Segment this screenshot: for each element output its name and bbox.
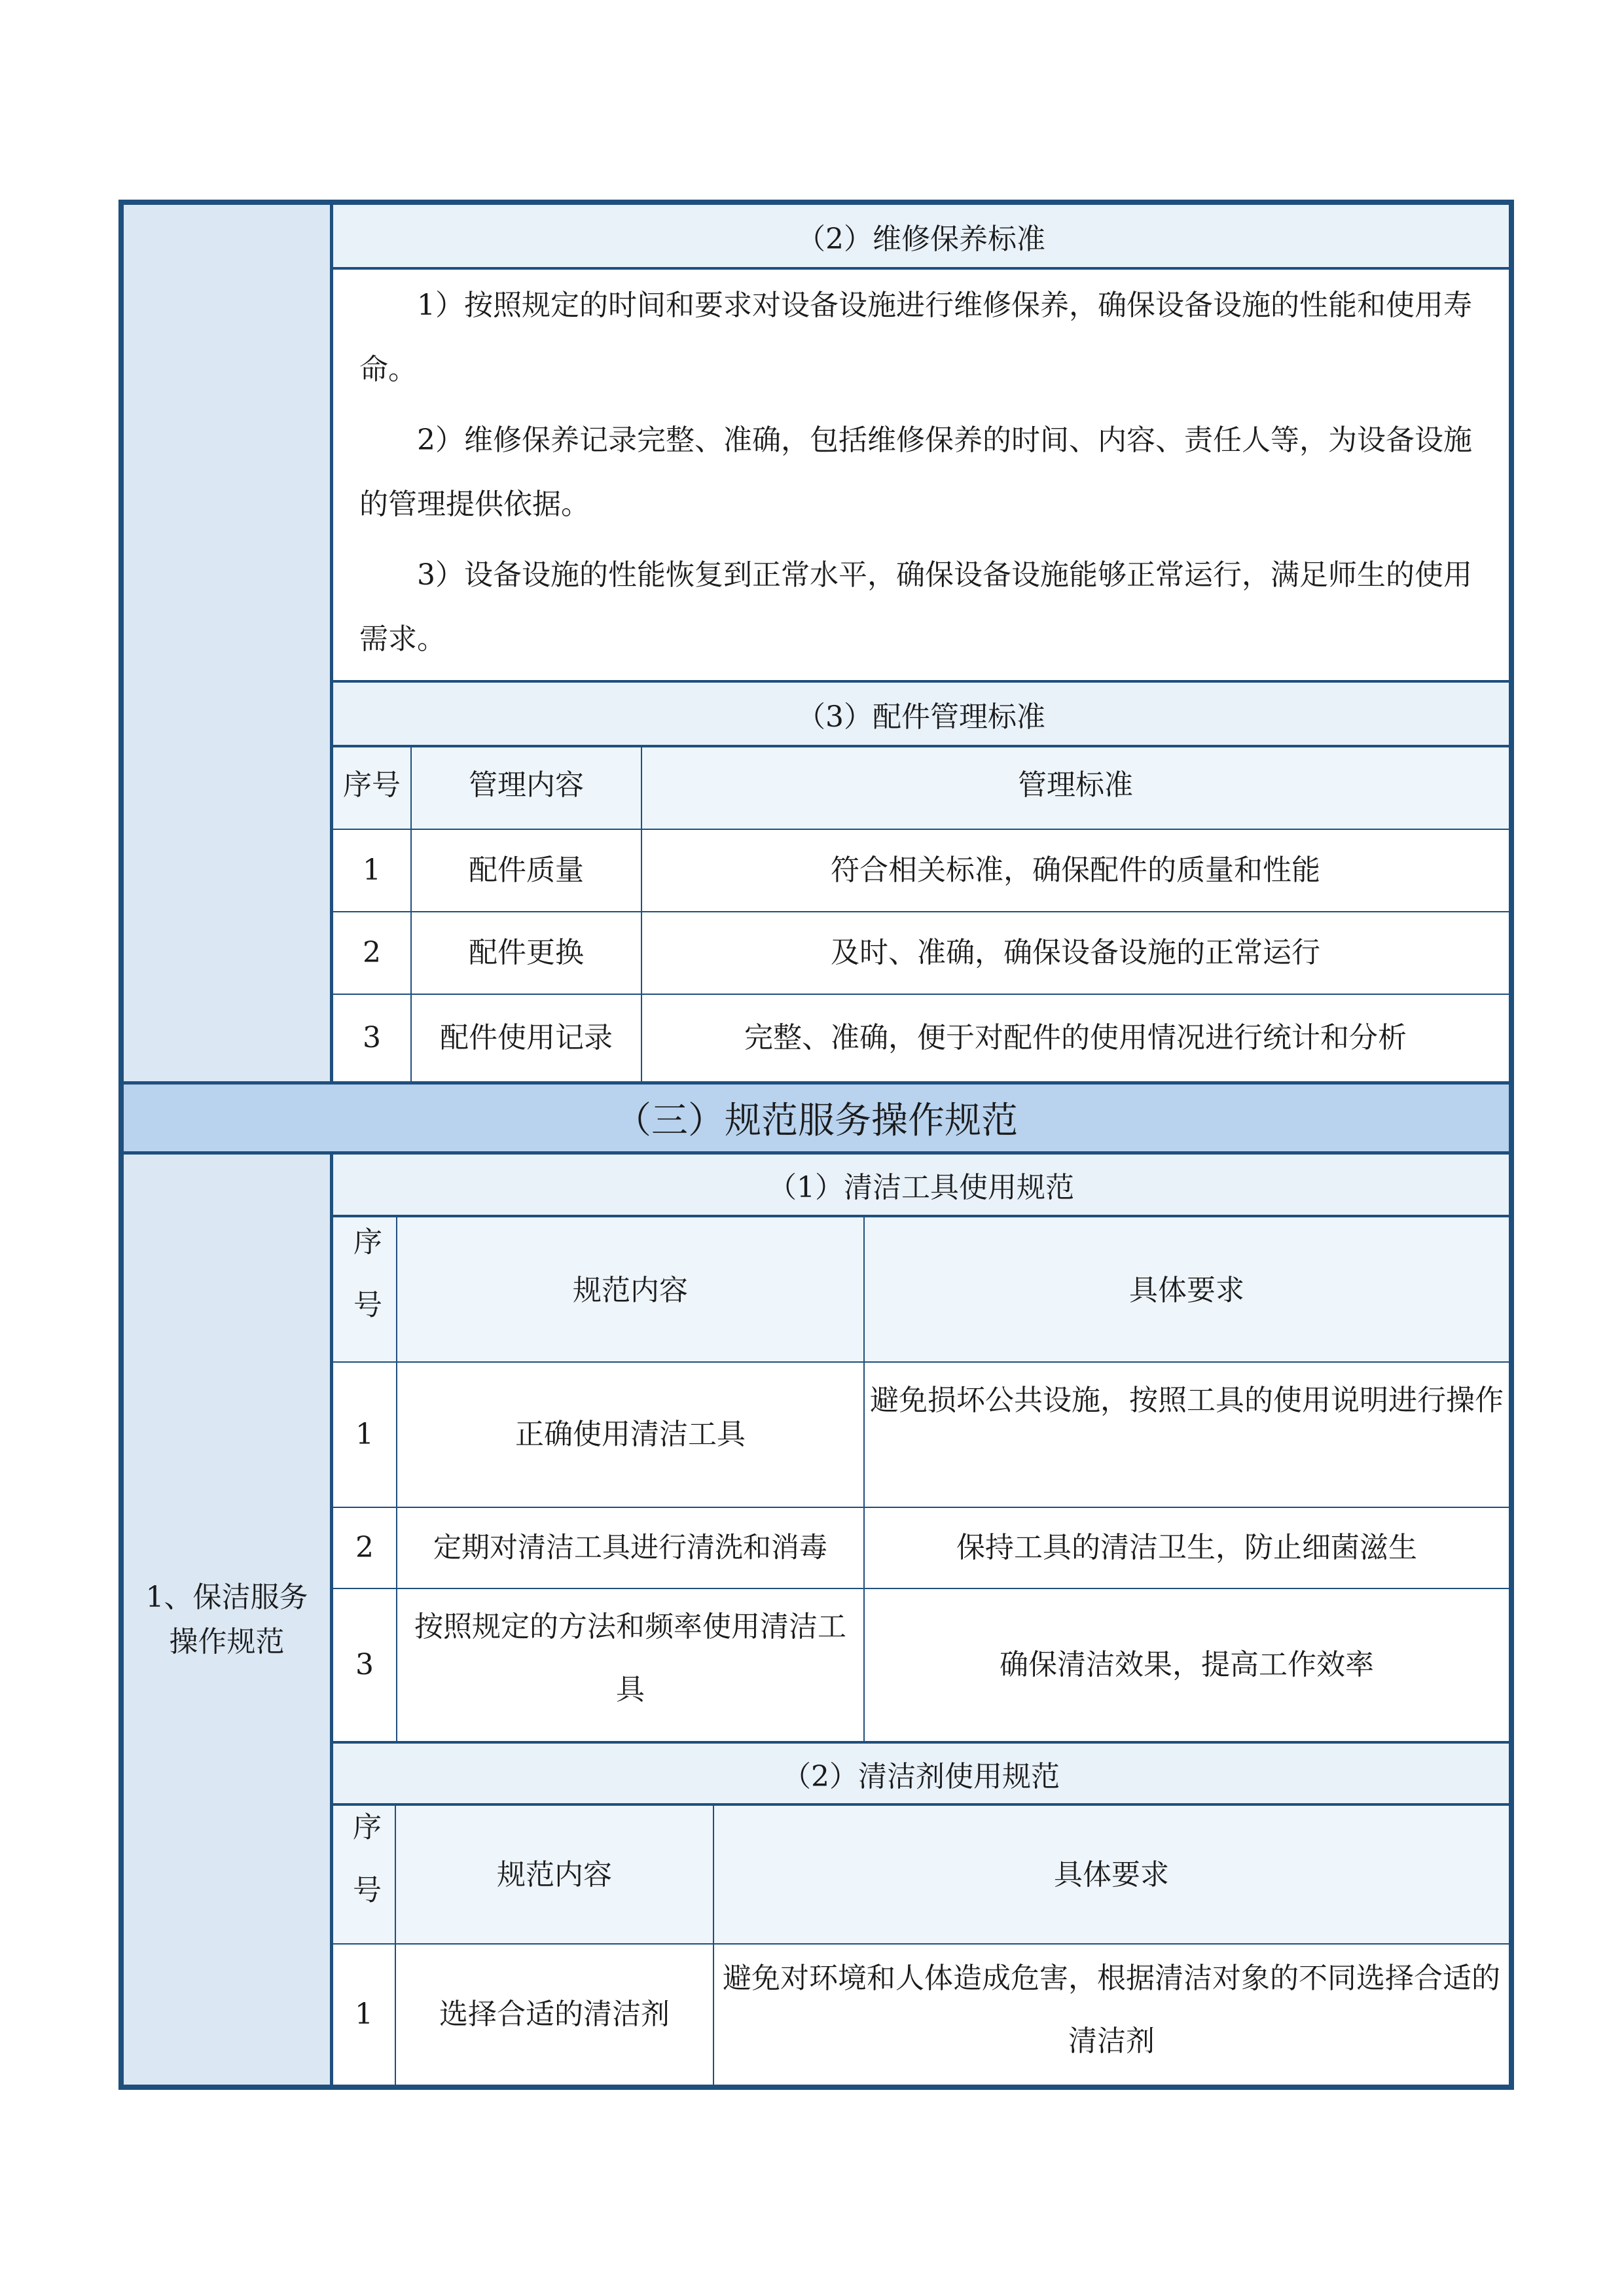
parts-row-3-index: 3	[333, 995, 412, 1081]
tools-row-3-content: 按照规定的方法和频率使用清洁工具	[397, 1589, 865, 1741]
parts-header-standard: 管理标准	[642, 747, 1509, 830]
tools-row-1-index: 1	[333, 1363, 397, 1508]
parts-header-content: 管理内容	[412, 747, 642, 830]
maintenance-paragraphs	[333, 270, 1509, 683]
maintenance-paragraph-1: 1）按照规定的时间和要求对设备设施进行维修保养，确保设备设施的性能和使用寿命。	[359, 289, 1472, 386]
detergent-row-1-requirement: 避免对环境和人体造成危害，根据清洁对象的不同选择合适的清洁剂	[723, 1962, 1500, 2058]
detergent-row-1-content: 选择合适的清洁剂	[396, 1945, 714, 2085]
detergent-table	[333, 1806, 1509, 2085]
parts-row-2-standard: 及时、准确，确保设备设施的正常运行	[642, 912, 1509, 995]
tools-header-content: 规范内容	[397, 1217, 865, 1363]
detergent-header-requirement: 具体要求	[714, 1806, 1509, 1945]
parts-row-2-index: 2	[333, 912, 412, 995]
parts-header-index: 序号	[333, 747, 412, 830]
detergent-header-content: 规范内容	[396, 1806, 714, 1945]
maintenance-paragraph-3: 3）设备设施的性能恢复到正常水平，确保设备设施能够正常运行，满足师生的使用需求。	[359, 558, 1472, 656]
left-column-cell-top	[124, 205, 333, 1081]
document-table-frame	[118, 200, 1514, 2090]
maintenance-paragraph-2: 2）维修保养记录完整、准确，包括维修保养的时间、内容、责任人等，为设备设施的管理提供依据。	[359, 423, 1472, 521]
parts-management-table	[333, 747, 1509, 1081]
tools-header-requirement: 具体要求	[865, 1217, 1509, 1363]
section-header-maintenance-standard: （2）维修保养标准	[333, 205, 1509, 270]
tools-row-1-requirement: 避免损坏公共设施，按照工具的使用说明进行操作	[865, 1363, 1509, 1508]
parts-row-2-content: 配件更换	[412, 912, 642, 995]
cleaning-tools-table	[333, 1217, 1509, 1741]
section-header-parts-management: （3）配件管理标准	[333, 683, 1509, 747]
section-band-service-norms: （三）规范服务操作规范	[124, 1081, 1509, 1155]
tools-row-2-index: 2	[333, 1508, 397, 1589]
tools-header-index	[333, 1217, 397, 1363]
tools-row-2-requirement: 保持工具的清洁卫生，防止细菌滋生	[865, 1508, 1509, 1589]
detergent-row-1-index: 1	[333, 1945, 396, 2085]
detergent-header-index	[333, 1806, 396, 1945]
parts-row-1-standard: 符合相关标准，确保配件的质量和性能	[642, 830, 1509, 912]
left-label-cleaning-service: 1、保洁服务操作规范	[124, 1155, 333, 2085]
parts-row-1-index: 1	[333, 830, 412, 912]
tools-row-1-content: 正确使用清洁工具	[397, 1363, 865, 1508]
parts-row-3-standard: 完整、准确，便于对配件的使用情况进行统计和分析	[744, 1021, 1407, 1054]
parts-row-1-content: 配件质量	[412, 830, 642, 912]
parts-row-3-content: 配件使用记录	[412, 995, 642, 1081]
tools-row-3-requirement: 确保清洁效果，提高工作效率	[1000, 1648, 1374, 1681]
section-header-detergent: （2）清洁剂使用规范	[333, 1741, 1509, 1806]
tools-row-2-content: 定期对清洁工具进行清洗和消毒	[397, 1508, 865, 1589]
tools-header-index-text: 序号	[348, 1227, 382, 1352]
detergent-header-index-text: 序号	[348, 1812, 381, 1937]
section-header-cleaning-tools: （1）清洁工具使用规范	[333, 1155, 1509, 1217]
tools-row-3-index: 3	[333, 1589, 397, 1741]
